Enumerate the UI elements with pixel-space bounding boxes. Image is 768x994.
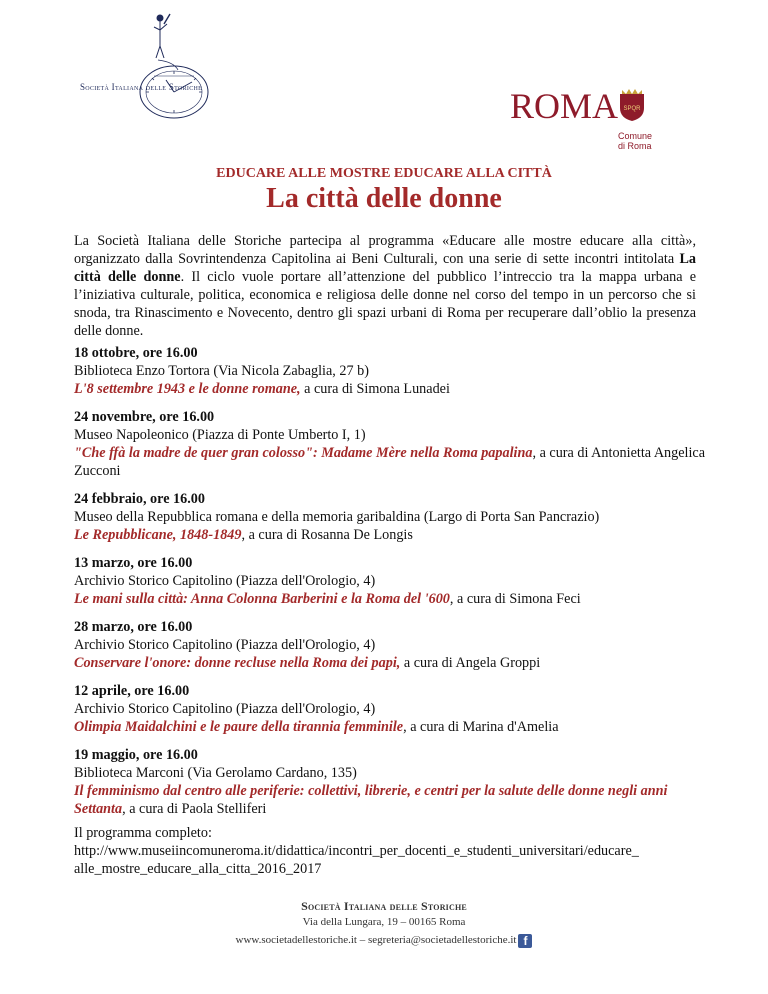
intro-text-end: . Il ciclo vuole portare all’attenzione del pubblico l’intreccio tra la mappa urbana e l’iniziativa culturale, politica, economica e religiosa delle donne nel corso del tempo in un percorso che si snoda, tra Rinascimento e Novecento, dentro gli spazi urbani di Roma per recuperare dall’oblio la presenza delle donne. xyxy=(74,269,696,339)
event-curator: , a cura di Marina d'Amelia xyxy=(403,719,559,735)
event-date: 28 marzo, ore 16.00 xyxy=(74,619,193,635)
event-curator: , a cura di Simona Feci xyxy=(449,591,581,607)
program-url-line-1[interactable]: http://www.museiincomuneroma.it/didattica/incontri_per_docenti_e_studenti_universitari/educare_ xyxy=(74,843,639,859)
event-date: 18 ottobre, ore 16.00 xyxy=(74,345,198,361)
event-venue: Archivio Storico Capitolino (Piazza dell'Orologio, 4) xyxy=(74,637,376,653)
footer-contacts xyxy=(0,932,768,948)
svg-text:SPQR: SPQR xyxy=(623,106,641,112)
event-curator: , a cura di Antonietta Angelica Zucconi xyxy=(74,445,706,479)
event-venue: Archivio Storico Capitolino (Piazza dell'Orologio, 4) xyxy=(74,701,376,717)
footer-org-name: Società Italiana delle Storiche xyxy=(301,899,467,913)
event-venue: Biblioteca Enzo Tortora (Via Nicola Zabaglia, 27 b) xyxy=(74,363,369,379)
event-list xyxy=(74,344,714,828)
event-curator: , a cura di Paola Stelliferi xyxy=(122,801,267,817)
event-item xyxy=(74,408,714,480)
sis-logo xyxy=(74,10,224,125)
event-venue: Biblioteca Marconi (Via Gerolamo Cardano, 135) xyxy=(74,765,357,781)
event-item xyxy=(74,682,714,736)
program-kicker: EDUCARE ALLE MOSTRE EDUCARE ALLA CITTÀ xyxy=(216,166,552,181)
event-talk-title: Olimpia Maidalchini e le paure della tirannia femminile xyxy=(74,719,404,735)
roma-logo-subtitle: Comune di Roma xyxy=(618,131,653,151)
event-talk-title: Conservare l'onore: donne recluse nella Roma dei papi, xyxy=(74,655,401,671)
roma-logo-word: ROMA xyxy=(510,86,619,126)
event-talk-title: Il femminismo dal centro alle periferie: collettivi, librerie, e centri per la salute delle donne negli anni Settanta xyxy=(74,783,668,817)
event-item xyxy=(74,344,714,398)
event-talk-title: L'8 settembre 1943 e le donne romane, xyxy=(74,381,301,397)
page-title: La città delle donne xyxy=(266,183,502,214)
footer-website-link[interactable]: www.societadellestoriche.it xyxy=(235,934,357,946)
program-label: Il programma completo: xyxy=(74,825,212,841)
facebook-icon[interactable]: f xyxy=(518,934,532,948)
event-item xyxy=(74,554,714,608)
footer-separator: – xyxy=(356,934,368,946)
footer-address: Via della Lungara, 19 – 00165 Roma xyxy=(302,916,466,928)
event-venue: Archivio Storico Capitolino (Piazza dell'Orologio, 4) xyxy=(74,573,376,589)
intro-paragraph xyxy=(74,232,696,340)
program-info xyxy=(74,824,714,878)
roma-logo xyxy=(510,86,660,151)
event-date: 24 febbraio, ore 16.00 xyxy=(74,491,205,507)
program-url-line-2[interactable]: alle_mostre_educare_alla_citta_2016_2017 xyxy=(74,861,322,877)
event-talk-title: Le mani sulla città: Anna Colonna Barberini e la Roma del '600 xyxy=(74,591,450,607)
sis-logo-text: Società Italiana delle Storiche xyxy=(80,82,203,92)
roma-shield-icon xyxy=(618,88,646,122)
event-date: 13 marzo, ore 16.00 xyxy=(74,555,193,571)
event-curator: a cura di Simona Lunadei xyxy=(300,381,450,397)
intro-cycle-name: La città delle donne xyxy=(74,251,696,285)
footer-email-link[interactable]: segreteria@societadellestoriche.it xyxy=(367,934,517,946)
event-venue: Museo della Repubblica romana e della memoria garibaldina (Largo di Porta San Pancrazio) xyxy=(74,509,600,525)
pocket-watch-icon xyxy=(74,10,224,125)
event-venue: Museo Napoleonico (Piazza di Ponte Umberto I, 1) xyxy=(74,427,366,443)
event-talk-title: "Che ffà la madre de quer gran colosso": Madame Mère nella Roma papalina xyxy=(74,445,533,461)
event-item xyxy=(74,490,714,544)
event-talk-title: Le Repubblicane, 1848-1849 xyxy=(74,527,242,543)
event-item xyxy=(74,746,714,818)
event-date: 24 novembre, ore 16.00 xyxy=(74,409,215,425)
footer xyxy=(0,898,768,948)
event-curator: , a cura di Rosanna De Longis xyxy=(241,527,413,543)
event-date: 12 aprile, ore 16.00 xyxy=(74,683,190,699)
event-item xyxy=(74,618,714,672)
intro-text-start: La Società Italiana delle Storiche partecipa al programma «Educare alle mostre educare alla città», organizzato dalla Sovrintendenza Capitolina ai Beni Culturali, con una serie di sette incontri intitolata xyxy=(74,233,696,267)
event-date: 19 maggio, ore 16.00 xyxy=(74,747,198,763)
event-curator: a cura di Angela Groppi xyxy=(400,655,541,671)
